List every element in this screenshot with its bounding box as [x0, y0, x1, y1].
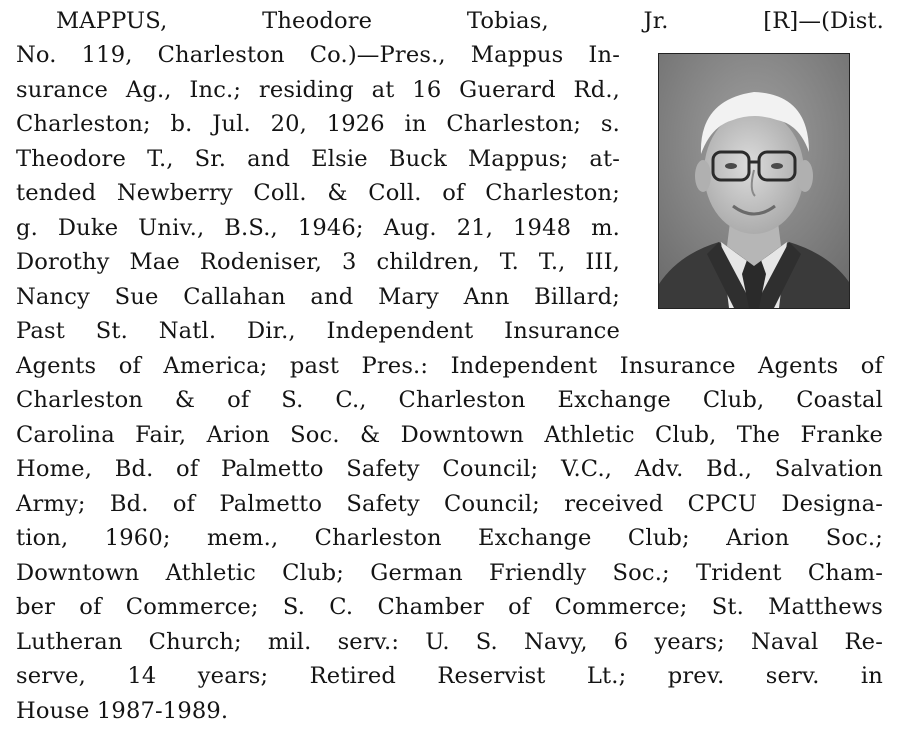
entry-line-12: Charleston & of S. C., Charleston Exchange Club, Coastal [16, 387, 883, 413]
right-eye [771, 163, 783, 169]
entry-line-9: Nancy Sue Callahan and Mary Ann Billard; [16, 284, 620, 310]
entry-line-1: MAPPUS, Theodore Tobias, Jr. [R]—(Dist. [56, 8, 884, 34]
portrait-illustration [659, 54, 849, 308]
entry-line-17: Downtown Athletic Club; German Friendly Soc.; Trident Cham- [16, 560, 883, 586]
entry-line-5: Theodore T., Sr. and Elsie Buck Mappus; at- [16, 146, 620, 172]
entry-line-15: Army; Bd. of Palmetto Safety Council; received CPCU Designa- [16, 491, 883, 517]
left-ear [695, 160, 711, 192]
left-eye [725, 163, 737, 169]
entry-line-18: ber of Commerce; S. C. Chamber of Commerce; St. Matthews [16, 594, 883, 620]
entry-line-20: serve, 14 years; Retired Reservist Lt.; prev. serv. in [16, 663, 883, 689]
entry-line-19: Lutheran Church; mil. serv.: U. S. Navy, 6 years; Naval Re- [16, 629, 883, 655]
entry-line-8: Dorothy Mae Rodeniser, 3 children, T. T., III, [16, 249, 620, 275]
portrait-photo [658, 53, 850, 309]
entry-line-13: Carolina Fair, Arion Soc. & Downtown Athletic Club, The Franke [16, 422, 883, 448]
entry-line-11: Agents of America; past Pres.: Independent Insurance Agents of [16, 353, 883, 379]
right-ear [797, 160, 813, 192]
entry-line-4: Charleston; b. Jul. 20, 1926 in Charleston; s. [16, 111, 620, 137]
entry-line-21: House 1987-1989. [16, 698, 229, 724]
entry-line-2: No. 119, Charleston Co.)—Pres., Mappus In- [16, 42, 620, 68]
entry-line-7: g. Duke Univ., B.S., 1946; Aug. 21, 1948 m. [16, 215, 620, 241]
entry-line-3: surance Ag., Inc.; residing at 16 Guerard Rd., [16, 77, 620, 103]
entry-line-14: Home, Bd. of Palmetto Safety Council; V.C., Adv. Bd., Salvation [16, 456, 883, 482]
entry-line-6: tended Newberry Coll. & Coll. of Charleston; [16, 180, 620, 206]
entry-line-16: tion, 1960; mem., Charleston Exchange Club; Arion Soc.; [16, 525, 883, 551]
entry-line-10: Past St. Natl. Dir., Independent Insurance [16, 318, 620, 344]
